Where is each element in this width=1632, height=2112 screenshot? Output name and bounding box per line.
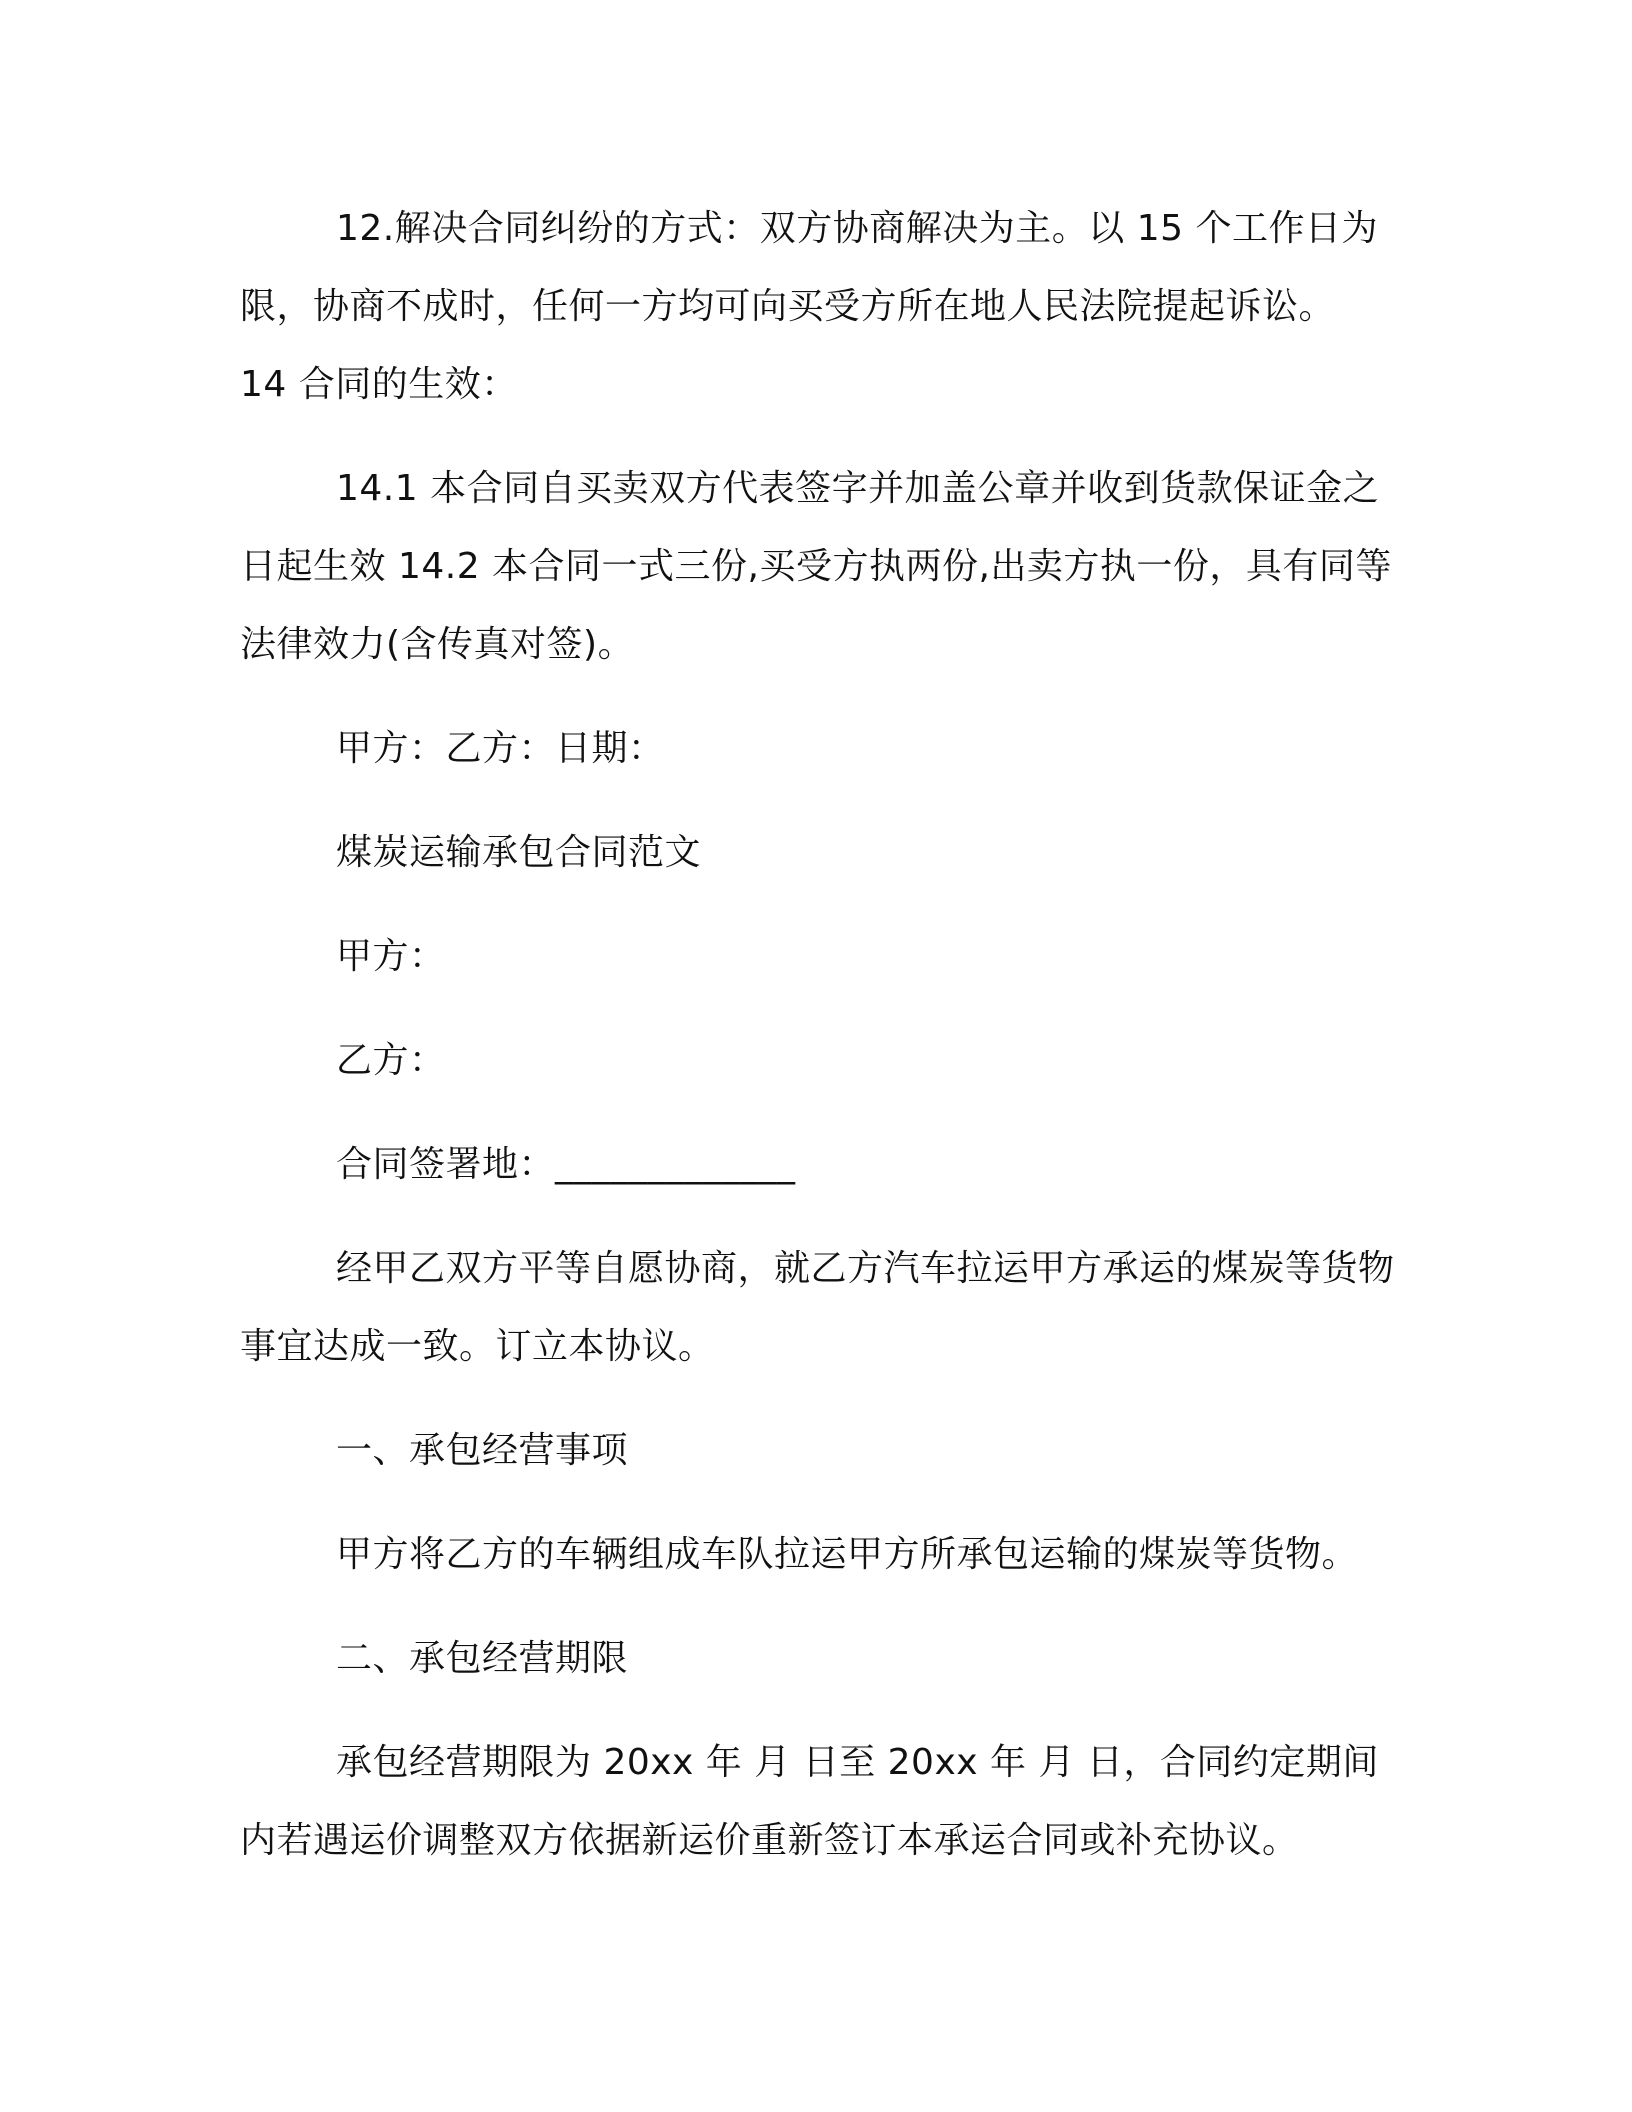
document-body (240, 190, 1400, 1880)
section-heading-term: 二、承包经营期限 (336, 1638, 629, 1679)
signature-line: 甲方：乙方：日期： (336, 728, 665, 769)
paragraph-scope: 甲方将乙方的车辆组成车队拉运甲方所承包运输的煤炭等货物。 (336, 1534, 1359, 1575)
heading-contract-effectiveness: 14 合同的生效： (240, 364, 518, 405)
section-heading-scope: 一、承包经营事项 (336, 1430, 629, 1471)
paragraph-term: 承包经营期限为 20xx 年 月 日至 20xx 年 月 日，合同约定期间内若遇运价调整双方依据新运价重新签订本承运合同或补充协议。 (240, 1742, 1379, 1861)
party-a-label: 甲方： (336, 936, 446, 977)
paragraph-agreement-intro: 经甲乙双方平等自愿协商，就乙方汽车拉运甲方承运的煤炭等货物事宜达成一致。订立本协议。 (240, 1248, 1395, 1367)
signing-place-label: 合同签署地：_____________ (336, 1144, 796, 1185)
party-b-label: 乙方： (336, 1040, 446, 1081)
document-title: 煤炭运输承包合同范文 (336, 832, 702, 873)
paragraph-dispute-resolution: 12.解决合同纠纷的方式：双方协商解决为主。以 15 个工作日为限，协商不成时，任何一方均可向买受方所在地人民法院提起诉讼。 (240, 208, 1378, 327)
paragraph-effectiveness-terms: 14.1 本合同自买卖双方代表签字并加盖公章并收到货款保证金之日起生效 14.2 本合同一式三份,买受方执两份,出卖方执一份，具有同等法律效力(含传真对签)。 (240, 468, 1392, 665)
